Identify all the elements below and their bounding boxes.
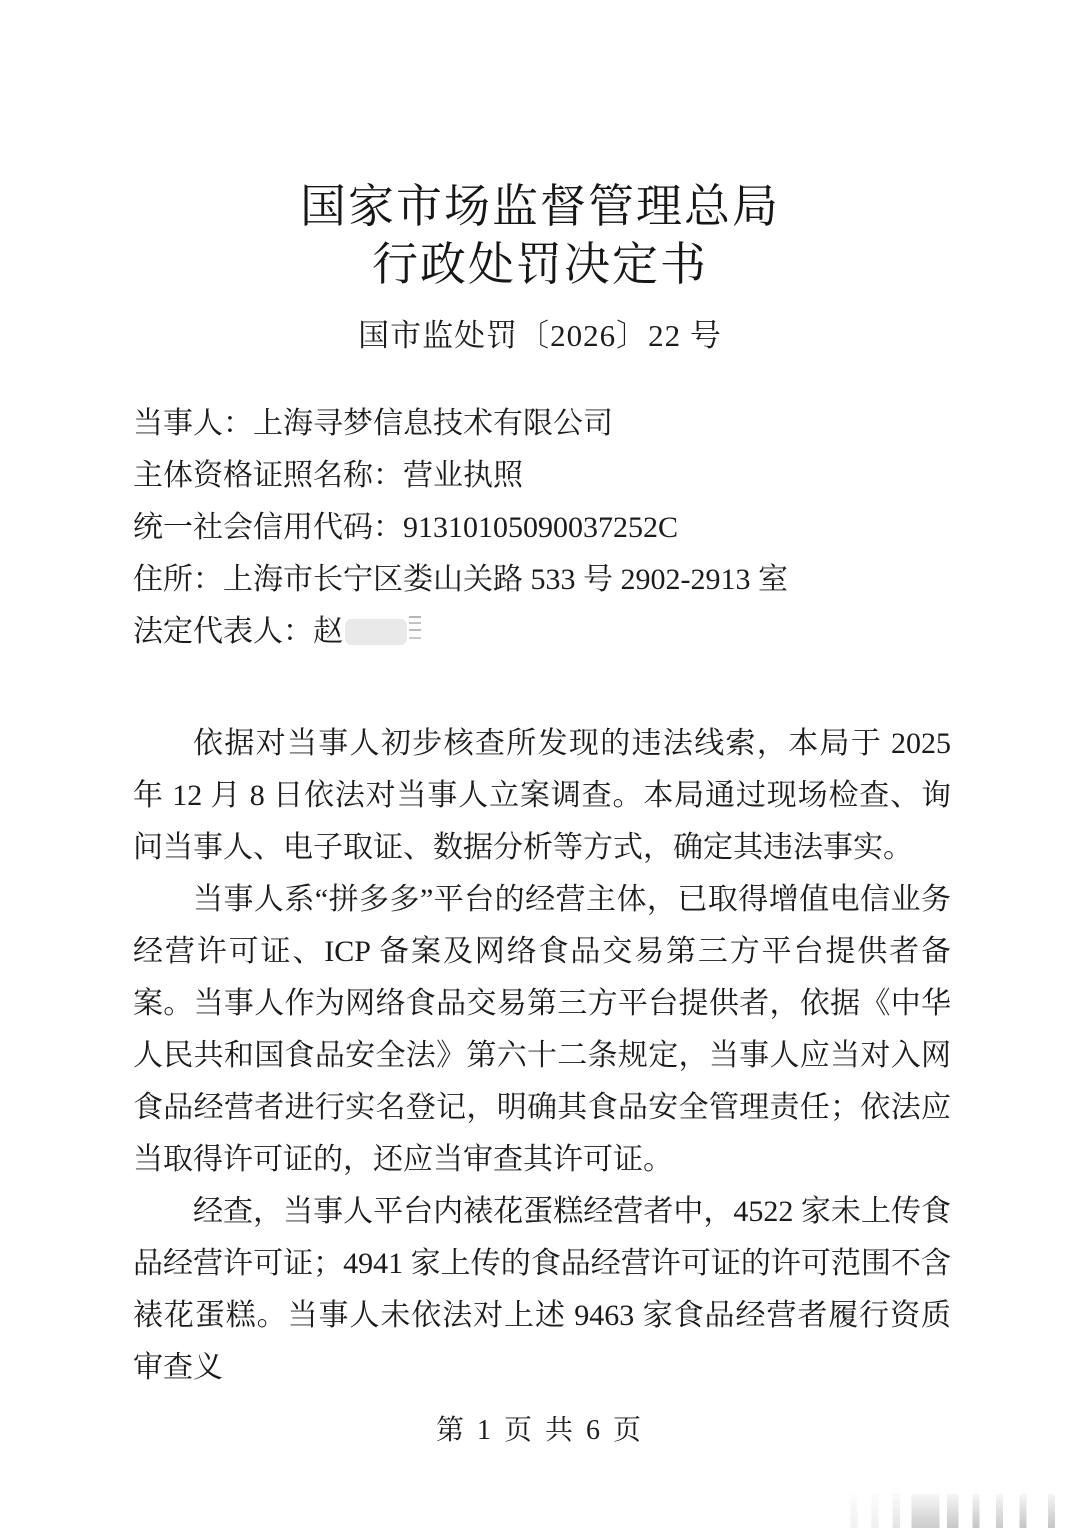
registered-address-line: 住所：上海市长宁区娄山关路 533 号 2902-2913 室 — [133, 563, 788, 596]
legal-representative-line — [133, 606, 963, 658]
document-header — [0, 178, 1080, 356]
party-information-block — [133, 398, 963, 658]
page-number-footer: 第 1 页 共 6 页 — [435, 1415, 644, 1446]
credit-code-label: 统一社会信用代码： — [133, 511, 403, 544]
document-number: 国市监处罚〔2026〕22 号 — [358, 318, 722, 353]
issuing-authority-title: 国家市场监督管理总局 — [300, 181, 780, 232]
watermark-strokes-icon — [841, 1494, 1076, 1528]
body-paragraph-findings: 经查，当事人平台内裱花蛋糕经营者中，4522 家未上传食品经营许可证；4941 家上传的食品经营许可证的许可范围不含裱花蛋糕。当事人未依法对上述 9463 家食品经营者履行资质审查义 — [133, 1195, 951, 1384]
party-name-line: 当事人：上海寻梦信息技术有限公司 — [133, 407, 613, 440]
body-paragraph-platform-qualifications: 当事人系“拼多多”平台的经营主体，已取得增值电信业务经营许可证、ICP 备案及网络食品交易第三方平台提供者备案。当事人作为网络食品交易第三方平台提供者，依据《中华人民共和国食品安全法》第六十二条规定，当事人应当对入网食品经营者进行实名登记，明确其食品安全管理责任；依法应当取得许可证的，还应当审查其许可证。 — [133, 883, 951, 1176]
document-type-title: 行政处罚决定书 — [372, 239, 708, 290]
credit-code-value: 91310105090037252C — [403, 511, 679, 544]
watermark-overlay — [830, 1458, 1080, 1528]
credit-code-line — [133, 502, 963, 554]
legal-representative-label: 法定代表人：赵 — [133, 615, 343, 648]
body-paragraph-investigation: 依据对当事人初步核查所发现的违法线索，本局于 2025 年 12 月 8 日依法对当事人立案调查。本局通过现场检查、询问当事人、电子取证、数据分析等方式，确定其违法事实。 — [133, 727, 951, 864]
entity-certificate-name-line: 主体资格证照名称：营业执照 — [133, 459, 523, 492]
document-body — [133, 718, 951, 1394]
redaction-block-icon — [345, 619, 407, 645]
